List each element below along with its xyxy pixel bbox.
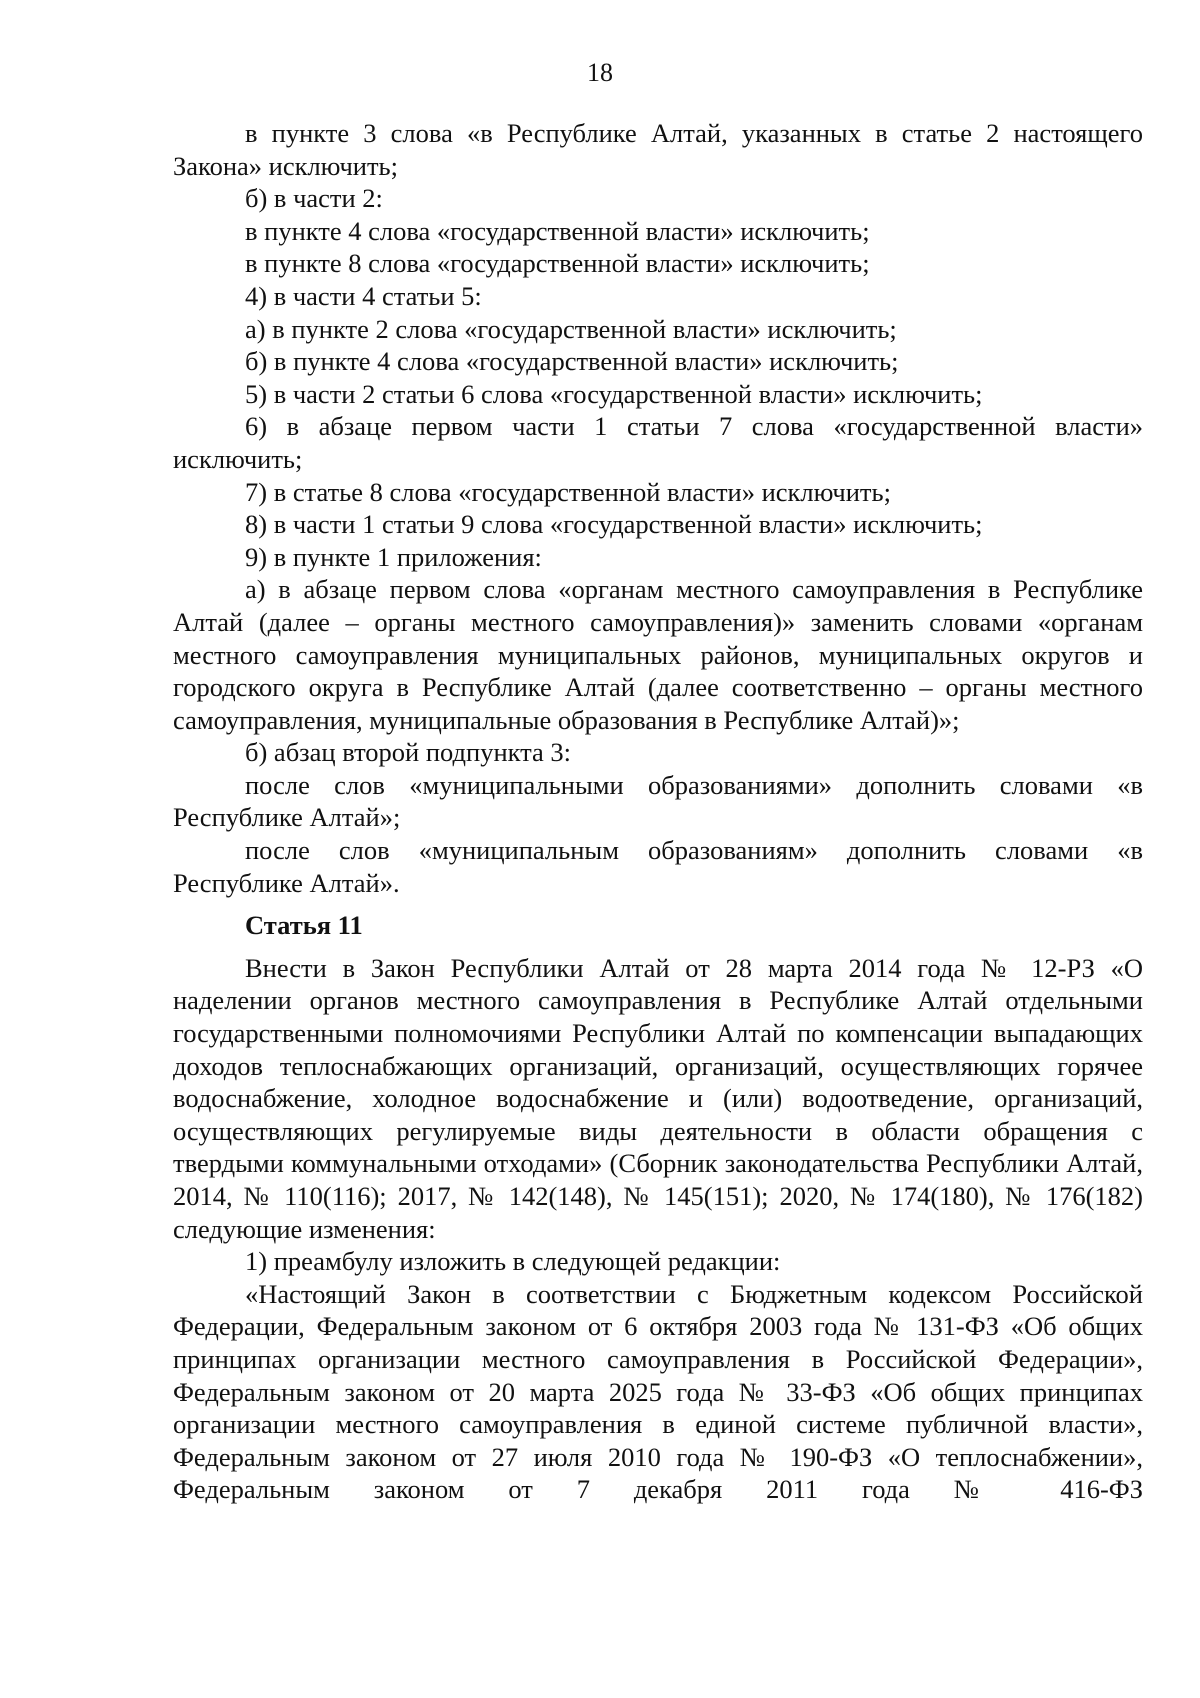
paragraph: 5) в части 2 статьи 6 слова «государственной власти» исключить; <box>245 378 983 409</box>
paragraph: 8) в части 1 статьи 9 слова «государственной власти» исключить; <box>245 509 983 540</box>
paragraph: б) в пункте 4 слова «государственной власти» исключить; <box>245 346 899 377</box>
paragraph: а) в абзаце первом слова «органам местного самоуправления в Республике Алтай (далее – органы местного самоуправления)» заменить словами «органам местного самоуправления муниципальных районов, муниципальных округов и городского округа в Республике Алтай (далее соответственно – органы местного самоуправления, муниципальные образования в Республике Алтай)»; <box>173 574 1143 735</box>
paragraph: в пункте 8 слова «государственной власти» исключить; <box>245 248 870 279</box>
paragraph: Внести в Закон Республики Алтай от 28 марта 2014 года № 12-РЗ «О наделении органов местного самоуправления в Республике Алтай отдельными государственными полномочиями Республики Алтай по компенсации выпадающих доходов теплоснабжающих организаций, организаций, осуществляющих горячее водоснабжение, холодное водоснабжение и (или) водоотведение, организаций, осуществляющих регулируемые виды деятельности в области обращения с твердыми коммунальными отходами» (Сборник законодательства Республики Алтай, 2014, № 110(116); 2017, № 142(148), № 145(151); 2020, № 174(180), № 176(182) следующие изменения: <box>173 952 1143 1244</box>
paragraph: 1) преамбулу изложить в следующей редакции: <box>245 1246 781 1277</box>
paragraph: после слов «муниципальными образованиями» дополнить словами «в Республике Алтай»; <box>173 769 1143 833</box>
paragraph: 9) в пункте 1 приложения: <box>245 541 542 572</box>
paragraph: б) в части 2: <box>245 183 383 214</box>
paragraph: после слов «муниципальным образованиям» дополнить словами «в Республике Алтай». <box>173 835 1143 898</box>
page-number: 18 <box>587 58 613 87</box>
document-body <box>173 117 1143 1506</box>
paragraph: в пункте 4 слова «государственной власти» исключить; <box>245 215 870 246</box>
paragraph: а) в пункте 2 слова «государственной власти» исключить; <box>245 313 897 344</box>
paragraph: 4) в части 4 статьи 5: <box>245 280 482 311</box>
paragraph: 6) в абзаце первом части 1 статьи 7 слова «государственной власти» исключить; <box>173 411 1143 474</box>
paragraph: 7) в статье 8 слова «государственной власти» исключить; <box>245 476 891 507</box>
article-heading: Статья 11 <box>245 910 363 941</box>
paragraph: «Настоящий Закон в соответствии с Бюджетным кодексом Российской Федерации, Федеральным законом от 6 октября 2003 года № 131-ФЗ «Об общих принципах организации местного самоуправления в Российской Федерации», Федеральным законом от 20 марта 2025 года № 33-ФЗ «Об общих принципах организации местного самоуправления в единой системе публичной власти», Федеральным законом от 27 июля 2010 года № 190-ФЗ «О теплоснабжении», Федеральным законом от 7 декабря 2011 года № 416-ФЗ <box>173 1278 1143 1505</box>
paragraph: в пункте 3 слова «в Республике Алтай, указанных в статье 2 настоящего Закона» исключить; <box>173 118 1143 181</box>
paragraph: б) абзац второй подпункта 3: <box>245 737 572 768</box>
